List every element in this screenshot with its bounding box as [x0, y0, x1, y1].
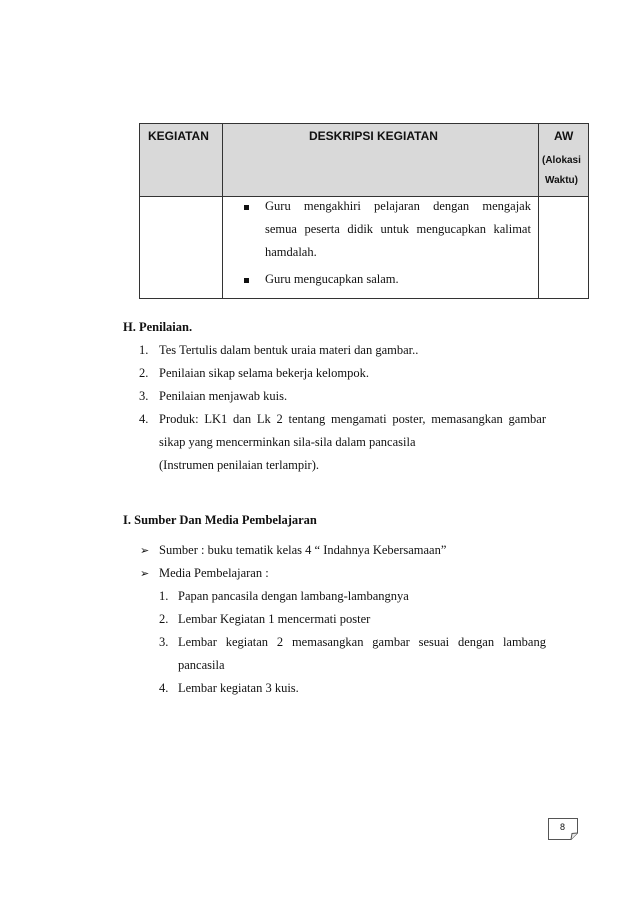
word: 2 — [276, 412, 283, 426]
i-bullet-text: Media Pembelajaran : — [159, 566, 269, 580]
arrow-bullet-icon: ➢ — [140, 545, 150, 557]
header-aw-sub2: Waktu) — [545, 175, 578, 186]
body-cell-aw — [539, 197, 589, 299]
media-item-num: 3. — [159, 635, 169, 649]
header-cell-deskripsi — [223, 123, 539, 197]
section-h-title: H. Penilaian. — [123, 320, 193, 334]
square-bullet-icon — [244, 205, 249, 210]
h-item-num: 1. — [139, 343, 149, 357]
word: Lembar — [178, 635, 217, 649]
media-item-text: Lembar kegiatan 3 kuis. — [178, 681, 299, 695]
section-i-title: I. Sumber Dan Media Pembelajaran — [123, 513, 317, 527]
word: sesuai — [418, 635, 450, 649]
page-number: 8 — [560, 822, 566, 832]
word: Produk: — [159, 412, 199, 426]
word: didik — [347, 222, 374, 236]
word: mengamati — [331, 412, 387, 426]
word: dengan — [458, 635, 495, 649]
i-bullet-text: Sumber : buku tematik kelas 4 “ Indahnya Kebersamaan” — [159, 543, 447, 557]
media-item-text: Lembar Kegiatan 1 mencermati poster — [178, 612, 371, 626]
bullet1-line1 — [265, 199, 531, 214]
header-aw: AW — [554, 129, 574, 143]
h-item4-line2: sikap yang mencerminkan sila-sila dalam pancasila — [159, 435, 416, 449]
body-cell-deskripsi — [223, 197, 539, 299]
media-item-num: 4. — [159, 681, 169, 695]
word: tentang — [288, 412, 326, 426]
word: 2 — [276, 635, 284, 649]
bullet2-line1: Guru mengucapkan salam. — [265, 272, 399, 286]
media-item3-line1 — [178, 635, 546, 650]
word: Guru — [265, 199, 291, 213]
word: memasangkan — [431, 412, 503, 426]
word: gambar — [508, 412, 546, 426]
media-item-text: Papan pancasila dengan lambang-lambangnya — [178, 589, 409, 603]
h-item-text: Tes Tertulis dalam bentuk uraia materi dan gambar.. — [159, 343, 419, 357]
media-item3-line2: pancasila — [178, 658, 225, 672]
word: gambar — [372, 635, 410, 649]
h-item-text: Penilaian sikap selama bekerja kelompok. — [159, 366, 370, 380]
h-item-num: 3. — [139, 389, 149, 403]
header-aw-sub1: (Alokasi — [542, 155, 581, 166]
word: mengajak — [482, 199, 531, 213]
bullet1-line2 — [265, 222, 531, 237]
media-item-num: 2. — [159, 612, 169, 626]
square-bullet-icon — [244, 278, 249, 283]
header-deskripsi: DESKRIPSI KEGIATAN — [309, 129, 438, 143]
word: lambang — [502, 635, 546, 649]
word: mengakhiri — [303, 199, 361, 213]
word: kegiatan — [225, 635, 269, 649]
bullet1-line3: hamdalah. — [265, 245, 317, 259]
h-item4-line1 — [159, 412, 546, 427]
h-item-num: 4. — [139, 412, 149, 426]
word: untuk — [380, 222, 410, 236]
word: kalimat — [493, 222, 531, 236]
h-item4-line3: (Instrumen penilaian terlampir). — [159, 458, 320, 472]
word: poster, — [392, 412, 426, 426]
body-cell-kegiatan — [139, 197, 223, 299]
media-item-num: 1. — [159, 589, 169, 603]
arrow-bullet-icon: ➢ — [140, 568, 150, 580]
word: dengan — [433, 199, 470, 213]
word: memasangkan — [291, 635, 364, 649]
kegiatan-table — [139, 123, 589, 299]
h-item-num: 2. — [139, 366, 149, 380]
word: Lk — [256, 412, 271, 426]
word: LK1 — [204, 412, 228, 426]
page-number-box — [548, 818, 578, 840]
word: semua — [265, 222, 297, 236]
h-item-text: Penilaian menjawab kuis. — [159, 389, 288, 403]
header-kegiatan: KEGIATAN — [148, 129, 209, 143]
word: dan — [233, 412, 252, 426]
word: pelajaran — [374, 199, 420, 213]
header-cell-kegiatan — [139, 123, 223, 197]
header-cell-aw — [539, 123, 589, 197]
word: peserta — [304, 222, 340, 236]
word: mengucapkan — [416, 222, 486, 236]
